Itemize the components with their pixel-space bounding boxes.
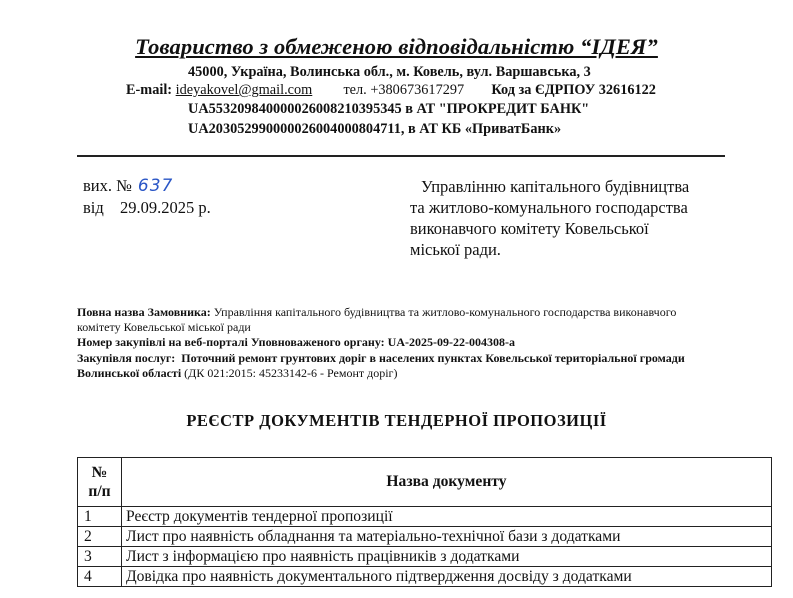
outgoing-number-label: вих. № (83, 176, 132, 195)
addressee-line: Управлінню капітального будівництва (421, 177, 690, 196)
edrpou-code: Код за ЄДРПОУ 32616122 (491, 82, 656, 98)
outgoing-number (83, 176, 173, 196)
addressee-line: та житлово-комунального господарства (410, 198, 688, 217)
addressee-line: виконавчого комітету Ковельської (410, 219, 649, 238)
column-header-name: Назва документу (122, 458, 772, 507)
row-document-name: Лист з інформацією про наявність працівників з додатками (122, 547, 772, 567)
outgoing-date (83, 198, 211, 218)
service-name-2: Волинської області (77, 366, 182, 380)
handwritten-number: 637 (137, 176, 174, 196)
email-link[interactable]: ideyakovel@gmail.com (175, 82, 313, 98)
company-name: Товариство з обмеженою відповідальністю “ІДЕЯ” (135, 34, 658, 59)
row-document-name: Довідка про наявність документального підтвердження досвіду з додатками (122, 567, 772, 587)
service-info (77, 351, 777, 381)
table-row (78, 547, 772, 567)
contact-line (126, 82, 656, 99)
addressee-block (410, 176, 740, 260)
service-name-1: Поточний ремонт грунтових доріг в населених пунктах Ковельської територіальної громади (181, 351, 685, 365)
header-divider (77, 155, 725, 157)
row-document-name: Лист про наявність обладнання та матеріально-технічної бази з додатками (122, 527, 772, 547)
register-title: РЕЄСТР ДОКУМЕНТІВ ТЕНДЕРНОЇ ПРОПОЗИЦІЇ (186, 411, 607, 430)
table-row (78, 527, 772, 547)
row-number: 4 (78, 567, 122, 587)
customer-info (77, 305, 777, 335)
bank-account-1: UA553209840000026008210395345 в АТ "ПРОКРЕДИТ БАНК" (188, 101, 590, 117)
register-table (77, 457, 772, 587)
customer-name-2: комітету Ковельської міської ради (77, 320, 251, 334)
row-number: 3 (78, 547, 122, 567)
column-number-line1: № (91, 464, 108, 481)
procurement-number-value: UA-2025-09-22-004308-а (387, 335, 515, 349)
date-label: від (83, 198, 104, 217)
table-header-row (78, 458, 772, 507)
date-value: 29.09.2025 р. (120, 198, 211, 217)
row-document-name: Реєстр документів тендерної пропозиції (122, 507, 772, 527)
addressee-line: міської ради. (410, 240, 501, 259)
table-row (78, 567, 772, 587)
service-label: Закупівля послуг: (77, 351, 176, 365)
column-header-number (78, 458, 122, 507)
row-number: 2 (78, 527, 122, 547)
procurement-number (77, 335, 777, 350)
row-number: 1 (78, 507, 122, 527)
table-row (78, 507, 772, 527)
column-number-line2: п/п (88, 483, 111, 500)
email-label: E-mail: (126, 82, 173, 98)
customer-label: Повна назва Замовника: (77, 305, 211, 319)
phone-number: тел. +380673617297 (343, 82, 465, 98)
procurement-number-label: Номер закупівлі на веб-порталі Уповноваженого органу: (77, 335, 385, 349)
service-code: (ДК 021:2015: 45233142-6 - Ремонт доріг) (184, 366, 398, 380)
company-address: 45000, Україна, Волинська обл., м. Ковель, вул. Варшавська, 3 (188, 64, 591, 80)
customer-name-1: Управління капітального будівництва та житлово-комунального господарства виконавчого (213, 305, 677, 319)
bank-account-2: UA203052990000026004000804711, в АТ КБ «ПриватБанк» (188, 121, 562, 137)
